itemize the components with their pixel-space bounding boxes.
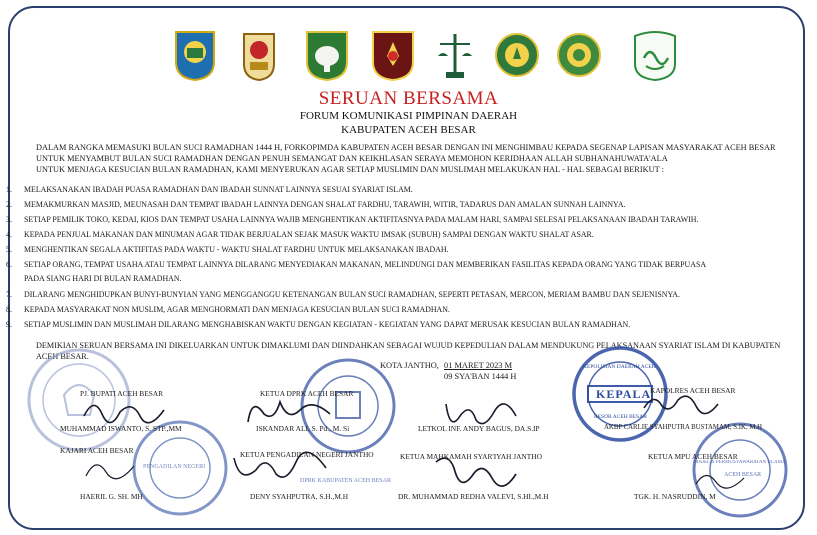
signature-kajari [80,450,140,486]
kejaksaan-emblem-icon [432,28,478,82]
list-item-text: SETIAP MUSLIMIN DAN MUSLIMAH DILARANG MENGHABISKAN WAKTU DENGAN KEGIATAN - KEGIATAN YANG DAPAT MERUSAK KESUCIAN BULAN RAMADHAN. [24,320,631,329]
intro-line-2: UNTUK MENYAMBUT BULAN SUCI RAMADHAN DENGAN PENUH SEMANGAT DAN KEIKHLASAN SERAYA MEMOHON KERIDHAAN ALLAH SUBHANAHUWATA'ALA [36,154,668,163]
signatory-name: TGK. H. NASRUDDIN, M [634,492,716,501]
list-item-text: SETIAP ORANG, TEMPAT USAHA ATAU TEMPAT LAINNYA DILARANG MENYEDIAKAN MAKANAN, MELINDUNGI DAN MEMBERIKAN FASILITAS KEPADA ORANG YANG TIDAK BERPUASA [24,260,707,269]
forum-subtitle: FORUM KOMUNIKASI PIMPINAN DAERAH [299,110,518,122]
signatory-title: KAJARI ACEH BESAR [60,446,134,455]
date-hijri: 09 SYA'BAN 1444 H [444,372,517,381]
signatory-title: KETUA MAHKAMAH SYAR'IYAH JANTHO [400,452,542,461]
signatory-title: KAPOLRES ACEH BESAR [650,386,736,395]
document-title: SERUAN BERSAMA [318,88,499,109]
list-item-text: KEPADA PENJUAL MAKANAN DAN MINUMAN AGAR TIDAK BERJUALAN SEJAK MASUK WAKTU IMSAK (SUBUH) SAMPAI DENGAN WAKTU SHALAT ASAR. [24,230,594,239]
date-place: KOTA JANTHO, [380,361,439,370]
closing-line-2: ACEH BESAR. [36,352,89,361]
signatory-name: ISKANDAR ALI, S. Pd., M. Si [256,424,350,433]
ulama-seal-label: MAJELIS PERMUSYAWARATAN ULAMA [694,460,786,465]
list-item-number: 2. [6,200,12,209]
pengadilan-negeri-emblem-icon [494,28,540,82]
list-item-number: 4. [6,230,12,239]
list-item-number: 3. [6,215,12,224]
police-seal-inner-text: KEPALA [596,387,652,401]
signatory-name: DR. MUHAMMAD REDHA VALEVI, S.HI.,M.H [398,492,549,501]
signatory-name: DENY SYAHPUTRA, S.H.,M.H [250,492,349,501]
signatory-name: AKBP CARLIE SYAHPUTRA BUSTAMAM, S.IK, M.H [604,424,763,431]
court-seal-label: PENGADILAN NEGERI [143,464,206,470]
signatory-name: MUHAMMAD ISWANTO, S. STP.,MM [60,424,182,433]
signatory-title: KETUA DPRK ACEH BESAR [260,389,354,398]
dprk-emblem-icon [236,28,282,82]
signatory-name: LETKOL INF. ANDY BAGUS, DA.S.IP [418,424,540,433]
dprk-seal-label: DPRK KABUPATEN ACEH BESAR [300,478,391,484]
closing-line-1: DEMIKIAN SERUAN BERSAMA INI DIKELUARKAN UNTUK DIMAKLUMI DAN DIINDAHKAN SEBAGAI WUJUD KEPEDULIAN DALAM MENDUKUNG PELAKSANAAN SYARIAT ISLAM DI KABUPATEN [36,341,781,350]
closing-statement [36,340,786,362]
list-item-text: SETIAP PEMILIK TOKO, KEDAI, KIOS DAN TEMPAT USAHA LAINNYA WAJIB MENGHENTIKAN AKTIFITASNYA PADA MALAM HARI, SAMPAI SELESAI PELAKSANAAN IBADAH TARAWIH. [24,215,699,224]
list-item-number: 8. [6,305,12,314]
ulama-seal-inner: ACEH BESAR [724,472,762,478]
list-item-text: DILARANG MENGHIDUPKAN BUNYI-BUNYIAN YANG MENGGANGGU KETENANGAN BULAN SUCI RAMADHAN, SEPERTI PETASAN, MERCON, MERIAM BAMBU DAN SEJENISNYA. [24,290,680,299]
signatory-title: KETUA PENGADILAN NEGERI JANTHO [240,450,374,459]
list-item-text: KEPADA MASYARAKAT NON MUSLIM, AGAR MENGHORMATI DAN MENJAGA KESUCIAN BULAN SUCI RAMADHAN. [24,305,450,314]
police-aceh-emblem-icon [370,28,416,82]
list-item-text: MELAKSANAKAN IBADAH PUASA RAMADHAN DAN IBADAH SUNNAT LAINNYA SESUAI SYARIAT ISLAM. [24,185,413,194]
signatory-name: HAERIL G. SH. MH [80,492,143,501]
date-masehi: 01 MARET 2023 M [444,361,513,370]
list-item-number: 7. [6,290,12,299]
list-item-text: MEMAKMURKAN MASJID, MEUNASAH DAN TEMPAT IBADAH LAINNYA DENGAN SHALAT FARDHU, TARAWIH, WITIR, TADARUS DAN AMALAN SUNNAH LAINNYA. [24,200,626,209]
list-item-text: MENGHENTIKAN SEGALA AKTIFITAS PADA WAKTU - WAKTU SHALAT FARDHU UNTUK MELAKSANAKAN IBADAH. [24,245,449,254]
police-seal-outer-top: KEPOLISIAN DAERAH ACEH [583,364,656,370]
list-item-number: 9. [6,320,12,329]
intro-line-3: UNTUK MENJAGA KESUCIAN BULAN RAMADHAN, KAMI MENYERUKAN AGAR SETIAP MUSLIMIN DAN MUSLIMAH MELAKUKAN HAL - HAL SEBAGAI BERIKUT : [36,165,664,174]
regency-subtitle: KABUPATEN ACEH BESAR [341,124,476,136]
signatory-title: KETUA MPU ACEH BESAR [648,452,738,461]
logo-row [0,28,817,86]
intro-line-1: DALAM RANGKA MEMASUKI BULAN SUCI RAMADHAN 1444 H, FORKOPIMDA KABUPATEN ACEH BESAR DENGAN INI MENGHIMBAU KEPADA SEGENAP LAPISAN MASYARAKAT ACEH BESAR [36,143,776,152]
mahkamah-syariyah-emblem-icon [556,28,602,82]
police-seal-outer-bottom: RESOR ACEH BESAR [594,414,647,420]
signature-mpu [690,460,750,496]
kodim-elephant-emblem-icon [304,28,350,82]
list-item-number: 5. [6,245,12,254]
list-item-text: PADA SIANG HARI DI BULAN RAMADHAN. [24,274,182,283]
ulama-council-emblem-icon [630,28,680,82]
list-item-number: 1. [6,185,12,194]
signatory-title: PJ. BUPATI ACEH BESAR [80,389,164,398]
aceh-besar-regency-emblem-icon [172,28,218,82]
list-item-number: 6. [6,260,12,269]
